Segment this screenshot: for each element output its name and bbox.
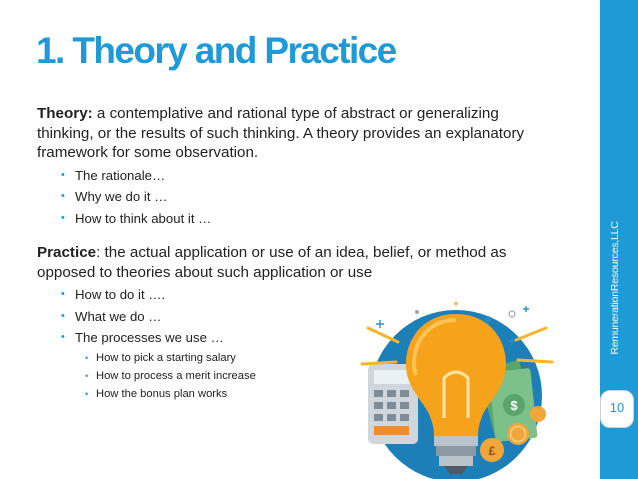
theory-text: a contemplative and rational type of abstract or generalizing thinking, or the results of such thinking. A theory provides an explanatory framework for some observation. [37,105,525,161]
company-label: RemunerationResources,LLC [609,221,621,355]
theory-definition [37,104,557,163]
svg-text:£: £ [488,444,496,458]
practice-bullet [37,286,557,304]
bullet-dot: • [85,352,89,363]
bullet-dot: • [61,288,65,300]
theory-term: Theory: [37,105,93,122]
bullet-dot: • [61,211,65,224]
bullet-text: How to think about it … [75,210,212,226]
bullet-text: The rationale… [75,167,166,183]
spacer [37,227,557,243]
bullet-text: How to process a merit increase [96,369,256,382]
practice-definition [37,243,557,282]
lightbulb-money-illustration [340,302,572,479]
theory-bullet [37,167,557,185]
theory-bullet [37,210,557,228]
bullet-dot: • [61,168,65,181]
bullet-text: The processes we use … [75,330,224,345]
slide-title: 1. Theory and Practice [36,30,396,71]
practice-term: Practice [37,244,97,261]
sparkle-dot [509,311,515,317]
bullet-text: How to pick a starting salary [96,351,236,364]
bullet-dot: • [85,370,89,381]
bullet-dot: • [61,331,65,343]
bullet-dot: • [85,388,89,399]
svg-text:$: $ [510,398,518,413]
bullet-text: How to do it …. [75,287,166,302]
bullet-dot: • [61,190,65,202]
practice-text: : the actual application or use of an idea, belief, or method as opposed to theories about such application or use [37,244,507,281]
sparkle-dot [415,310,419,314]
page-number: 10 [609,400,625,415]
bullet-dot: • [61,309,65,322]
bullet-text: What we do … [75,308,162,324]
bullet-text: How the bonus plan works [96,387,228,400]
theory-bullet [37,188,557,206]
bullet-text: Why we do it … [75,189,168,204]
